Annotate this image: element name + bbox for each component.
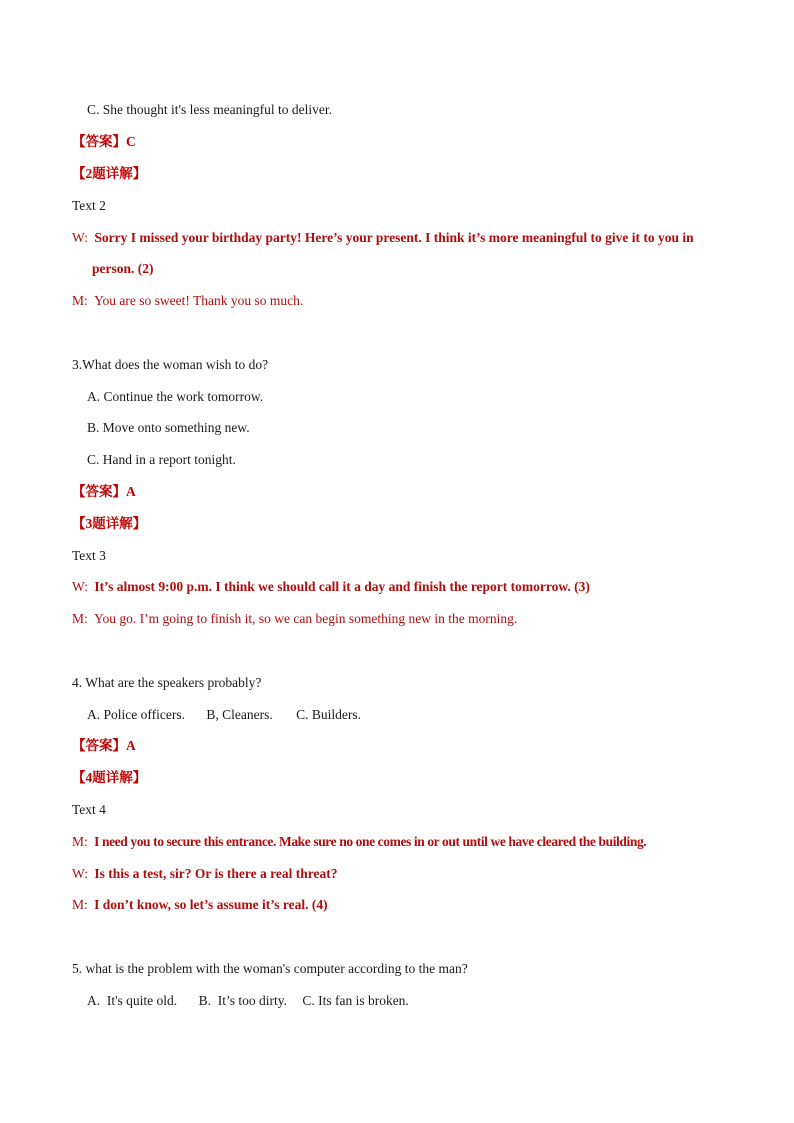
q4-options [87, 707, 361, 723]
q3-detail-heading: 【3题详解】 [72, 516, 147, 531]
speaker-label: W: [72, 866, 88, 881]
q2-w-line1 [72, 230, 694, 246]
speaker-label: M: [72, 834, 88, 849]
q3-w-line [72, 579, 590, 595]
q4-answer [72, 738, 136, 754]
speaker-label: W: [72, 230, 88, 245]
q5-option-b: B. It’s too dirty. [198, 993, 287, 1008]
answer-value: C [126, 134, 136, 149]
q5-question: 5. what is the problem with the woman's computer according to the man? [72, 961, 468, 976]
answer-value: A [126, 738, 136, 753]
q3-option-b: B. Move onto something new. [87, 420, 250, 435]
answer-value: A [126, 484, 136, 499]
q3-m-line [72, 611, 517, 627]
dialogue-text: Is this a test, sir? Or is there a real threat? [94, 866, 338, 881]
answer-label: 【答案】 [72, 134, 126, 149]
dialogue-text: Sorry I missed your birthday party! Here’s your present. I think it’s more meaningful to give it to you in [94, 230, 694, 245]
q2-text-label: Text 2 [72, 198, 106, 213]
q4-m1-line [72, 834, 646, 850]
q4-m2-line [72, 897, 328, 913]
q5-option-c: C. Its fan is broken. [302, 993, 409, 1008]
q4-text-label: Text 4 [72, 802, 106, 817]
q2-option-c: C. She thought it's less meaningful to deliver. [87, 102, 333, 117]
q4-option-c: C. Builders. [296, 707, 361, 722]
answer-label: 【答案】 [72, 738, 126, 753]
q4-detail-heading: 【4题详解】 [72, 770, 147, 785]
q5-option-a: A. It's quite old. [87, 993, 178, 1008]
q4-question: 4. What are the speakers probably? [72, 675, 262, 690]
speaker-label: W: [72, 579, 88, 594]
q2-answer [72, 134, 136, 150]
q3-option-c: C. Hand in a report tonight. [87, 452, 236, 467]
answer-label: 【答案】 [72, 484, 126, 499]
q2-m-line [72, 293, 303, 309]
q2-w-line2: person. (2) [92, 261, 154, 276]
dialogue-text: It’s almost 9:00 p.m. I think we should call it a day and finish the report tomorrow. (3) [94, 579, 590, 594]
q4-option-b: B, Cleaners. [206, 707, 273, 722]
q4-option-a: A. Police officers. [87, 707, 185, 722]
q4-w-line [72, 866, 337, 882]
q2-detail-heading: 【2题详解】 [72, 166, 147, 181]
speaker-label: M: [72, 293, 88, 308]
speaker-label: M: [72, 611, 88, 626]
dialogue-text: I need you to secure this entrance. Make sure no one comes in or out until we have cleared the building. [94, 834, 647, 849]
q3-question: 3.What does the woman wish to do? [72, 357, 269, 372]
q3-text-label: Text 3 [72, 548, 106, 563]
dialogue-text: You are so sweet! Thank you so much. [94, 293, 304, 308]
dialogue-text: I don’t know, so let’s assume it’s real. (4) [94, 897, 328, 912]
q3-option-a: A. Continue the work tomorrow. [87, 389, 264, 404]
dialogue-text: You go. I’m going to finish it, so we can begin something new in the morning. [94, 611, 518, 626]
q5-options [87, 993, 409, 1009]
q3-answer [72, 484, 136, 500]
speaker-label: M: [72, 897, 88, 912]
